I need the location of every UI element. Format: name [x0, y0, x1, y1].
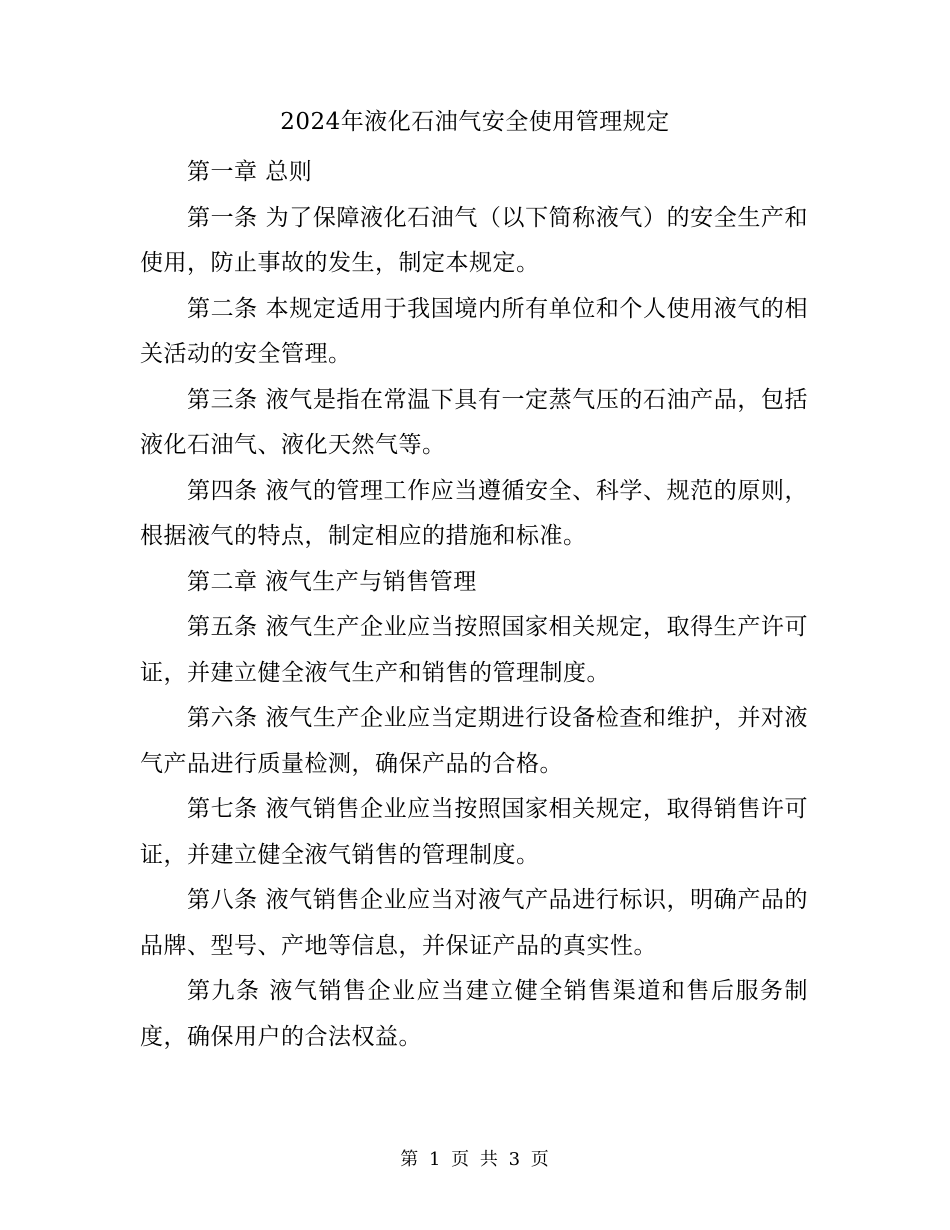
article-8: 第八条 液气销售企业应当对液气产品进行标识，明确产品的品牌、型号、产地等信息，并保证产品的真实性。	[140, 887, 808, 959]
article-6: 第六条 液气生产企业应当定期进行设备检查和维护，并对液气产品进行质量检测，确保产品的合格。	[140, 705, 808, 777]
article-2: 第二条 本规定适用于我国境内所有单位和个人使用液气的相关活动的安全管理。	[140, 295, 808, 367]
article-5: 第五条 液气生产企业应当按照国家相关规定，取得生产许可证，并建立健全液气生产和销售的管理制度。	[140, 614, 808, 686]
chapter-heading-2: 第二章 液气生产与销售管理	[187, 568, 477, 595]
article-3: 第三条 液气是指在常温下具有一定蒸气压的石油产品，包括液化石油气、液化天然气等。	[140, 386, 808, 458]
page-number-footer: 第 1 页 共 3 页	[400, 1149, 550, 1170]
article-4: 第四条 液气的管理工作应当遵循安全、科学、规范的原则，根据液气的特点，制定相应的措施和标准。	[140, 477, 808, 549]
document-body	[140, 150, 808, 1060]
article-9: 第九条 液气销售企业应当建立健全销售渠道和售后服务制度，确保用户的合法权益。	[140, 978, 808, 1050]
article-7: 第七条 液气销售企业应当按照国家相关规定，取得销售许可证，并建立健全液气销售的管理制度。	[140, 796, 808, 868]
article-1: 第一条 为了保障液化石油气（以下简称液气）的安全生产和使用，防止事故的发生，制定本规定。	[140, 204, 808, 276]
chapter-heading-1: 第一章 总则	[187, 159, 313, 185]
document-title: 2024年液化石油气安全使用管理规定	[280, 109, 670, 135]
